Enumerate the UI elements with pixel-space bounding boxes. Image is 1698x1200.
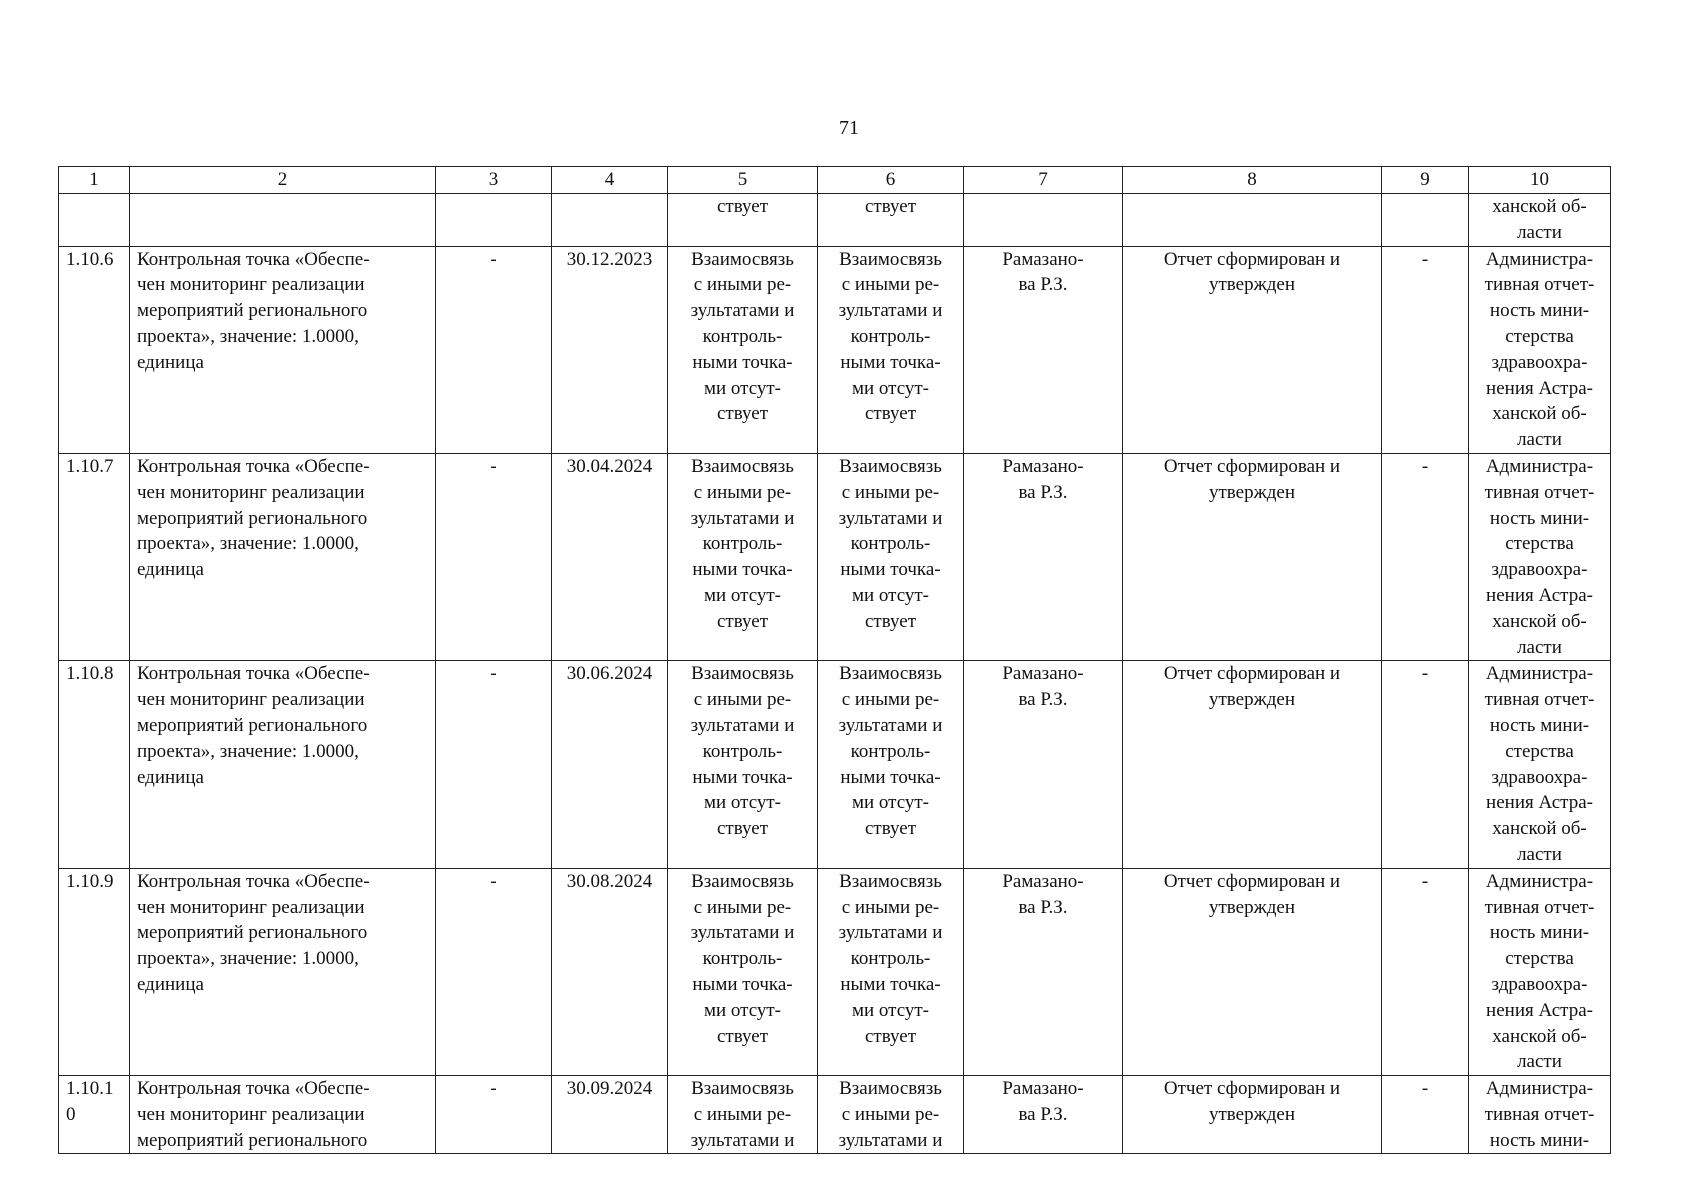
- column-number-row: [59, 167, 1611, 194]
- table-cell: -: [436, 661, 552, 868]
- result-cell: Отчет сформирован и утвержден: [1123, 1076, 1382, 1154]
- table-row: [59, 1076, 1611, 1154]
- row-number: 1.10.7: [59, 453, 130, 660]
- continuation-row: [59, 194, 1611, 247]
- table-cell: [130, 194, 436, 247]
- result-cell: Отчет сформирован и утвержден: [1123, 246, 1382, 453]
- table-cell: -: [1382, 453, 1469, 660]
- column-header: 2: [130, 167, 436, 194]
- source-cell: Администра- тивная отчет- ность мини- стерства здравоохра- нения Астра- ханской об- ласти: [1469, 868, 1611, 1075]
- table-cell: [59, 194, 130, 247]
- table-row: [59, 661, 1611, 868]
- table-cell: -: [436, 1076, 552, 1154]
- column-header: 8: [1123, 167, 1382, 194]
- control-point-description: Контрольная точка «Обеспе- чен мониторинг реализации мероприятий регионального проекта», значение: 1.0000, единица: [130, 661, 436, 868]
- table-cell: ханской об- ласти: [1469, 194, 1611, 247]
- responsible-person: Рамазано- ва Р.З.: [964, 246, 1123, 453]
- relation-cell: Взаимосвязь с иными ре- зультатами и контроль- ными точка- ми отсут- ствует: [668, 453, 818, 660]
- table-cell: -: [1382, 868, 1469, 1075]
- row-number: 1.10.10: [59, 1076, 130, 1154]
- control-points-table: [58, 166, 1611, 1154]
- relation-cell: Взаимосвязь с иными ре- зультатами и контроль- ными точка- ми отсут- ствует: [668, 661, 818, 868]
- column-header: 1: [59, 167, 130, 194]
- table-cell: [1382, 194, 1469, 247]
- column-header: 5: [668, 167, 818, 194]
- page-number: 71: [839, 117, 859, 139]
- table-row: [59, 453, 1611, 660]
- table-cell: -: [436, 453, 552, 660]
- source-cell: Администра- тивная отчет- ность мини-: [1469, 1076, 1611, 1154]
- column-header: 7: [964, 167, 1123, 194]
- table-cell: -: [436, 246, 552, 453]
- control-point-description: Контрольная точка «Обеспе- чен мониторинг реализации мероприятий регионального проекта», значение: 1.0000, единица: [130, 868, 436, 1075]
- responsible-person: Рамазано- ва Р.З.: [964, 868, 1123, 1075]
- due-date: 30.04.2024: [552, 453, 668, 660]
- table-cell: [1123, 194, 1382, 247]
- table-cell: -: [1382, 1076, 1469, 1154]
- table-cell: ствует: [818, 194, 964, 247]
- column-header: 6: [818, 167, 964, 194]
- result-cell: Отчет сформирован и утвержден: [1123, 453, 1382, 660]
- due-date: 30.09.2024: [552, 1076, 668, 1154]
- control-point-description: Контрольная точка «Обеспе- чен мониторинг реализации мероприятий регионального проекта», значение: 1.0000, единица: [130, 246, 436, 453]
- table-cell: ствует: [668, 194, 818, 247]
- table-cell: [964, 194, 1123, 247]
- row-number: 1.10.6: [59, 246, 130, 453]
- relation-cell: Взаимосвязь с иными ре- зультатами и контроль- ными точка- ми отсут- ствует: [818, 868, 964, 1075]
- column-header: 10: [1469, 167, 1611, 194]
- source-cell: Администра- тивная отчет- ность мини- стерства здравоохра- нения Астра- ханской об- ласти: [1469, 246, 1611, 453]
- column-header: 3: [436, 167, 552, 194]
- control-point-description: Контрольная точка «Обеспе- чен мониторинг реализации мероприятий регионального: [130, 1076, 436, 1154]
- responsible-person: Рамазано- ва Р.З.: [964, 1076, 1123, 1154]
- row-number: 1.10.9: [59, 868, 130, 1075]
- result-cell: Отчет сформирован и утвержден: [1123, 661, 1382, 868]
- table-cell: -: [1382, 661, 1469, 868]
- column-header: 9: [1382, 167, 1469, 194]
- relation-cell: Взаимосвязь с иными ре- зультатами и контроль- ными точка- ми отсут- ствует: [668, 868, 818, 1075]
- table-cell: -: [1382, 246, 1469, 453]
- responsible-person: Рамазано- ва Р.З.: [964, 661, 1123, 868]
- column-header: 4: [552, 167, 668, 194]
- table-cell: -: [436, 868, 552, 1075]
- due-date: 30.12.2023: [552, 246, 668, 453]
- responsible-person: Рамазано- ва Р.З.: [964, 453, 1123, 660]
- table-cell: [436, 194, 552, 247]
- row-number: 1.10.8: [59, 661, 130, 868]
- table-row: [59, 246, 1611, 453]
- control-point-description: Контрольная точка «Обеспе- чен мониторинг реализации мероприятий регионального проекта», значение: 1.0000, единица: [130, 453, 436, 660]
- source-cell: Администра- тивная отчет- ность мини- стерства здравоохра- нения Астра- ханской об- ласти: [1469, 661, 1611, 868]
- result-cell: Отчет сформирован и утвержден: [1123, 868, 1382, 1075]
- table-cell: [552, 194, 668, 247]
- relation-cell: Взаимосвязь с иными ре- зультатами и: [668, 1076, 818, 1154]
- source-cell: Администра- тивная отчет- ность мини- стерства здравоохра- нения Астра- ханской об- ласти: [1469, 453, 1611, 660]
- relation-cell: Взаимосвязь с иными ре- зультатами и контроль- ными точка- ми отсут- ствует: [818, 246, 964, 453]
- relation-cell: Взаимосвязь с иными ре- зультатами и контроль- ными точка- ми отсут- ствует: [818, 661, 964, 868]
- relation-cell: Взаимосвязь с иными ре- зультатами и контроль- ными точка- ми отсут- ствует: [818, 453, 964, 660]
- due-date: 30.08.2024: [552, 868, 668, 1075]
- table-row: [59, 868, 1611, 1075]
- relation-cell: Взаимосвязь с иными ре- зультатами и: [818, 1076, 964, 1154]
- due-date: 30.06.2024: [552, 661, 668, 868]
- relation-cell: Взаимосвязь с иными ре- зультатами и контроль- ными точка- ми отсут- ствует: [668, 246, 818, 453]
